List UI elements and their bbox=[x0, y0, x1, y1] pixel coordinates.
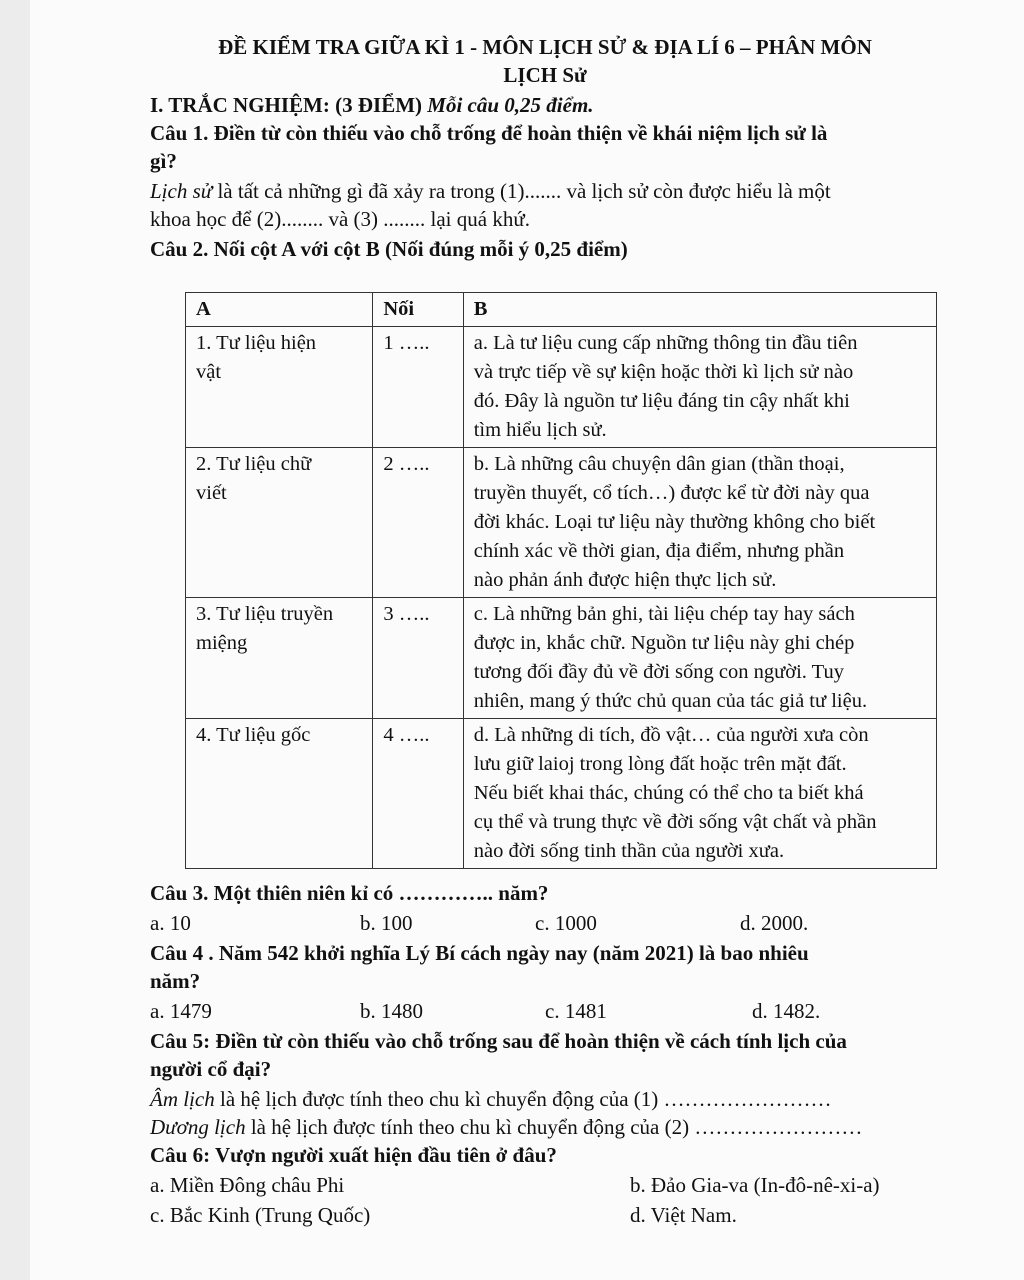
exam-title-line1: ĐỀ KIỂM TRA GIỮA KÌ 1 - MÔN LỊCH SỬ & ĐỊA LÍ 6 – PHÂN MÔN bbox=[218, 35, 872, 59]
q1-text-line2: khoa học để (2)........ và (3) ........ lại quá khứ. bbox=[150, 207, 530, 231]
cell-line: chính xác về thời gian, địa điểm, nhưng phần bbox=[473, 540, 845, 562]
col-b-header: B bbox=[463, 293, 936, 327]
table-header-row bbox=[186, 293, 937, 327]
cell-line: Nếu biết khai thác, chúng có thể cho ta biết khá bbox=[473, 782, 864, 804]
col-b-cell bbox=[463, 719, 936, 869]
cell-line: 4. Tư liệu gốc bbox=[196, 724, 311, 746]
table-row bbox=[186, 598, 937, 719]
q5-am-lich-line bbox=[150, 1086, 832, 1112]
q5-duong-term: Dương lịch bbox=[150, 1115, 246, 1139]
col-noi-cell: 1 ….. bbox=[373, 327, 463, 448]
col-a-header: A bbox=[186, 293, 373, 327]
q4-prompt-line1: Câu 4 . Năm 542 khởi nghĩa Lý Bí cách ngày nay (năm 2021) là bao nhiêu bbox=[150, 941, 809, 965]
table-row bbox=[186, 448, 937, 598]
cell-line: 1. Tư liệu hiện bbox=[196, 332, 317, 354]
exam-title-line2: LỊCH Sử bbox=[503, 63, 587, 87]
cell-line: b. Là những câu chuyện dân gian (thần thoại, bbox=[473, 453, 845, 475]
section1-heading bbox=[150, 92, 594, 118]
section1-points-note: Mỗi câu 0,25 điểm. bbox=[427, 93, 594, 117]
cell-line: nào phản ánh được hiện thực lịch sử. bbox=[473, 569, 777, 591]
q3-option-d: d. 2000. bbox=[740, 911, 809, 935]
q4-prompt-line2: năm? bbox=[150, 969, 201, 993]
cell-line: miệng bbox=[196, 632, 248, 654]
cell-line: nào đời sống tinh thần của người xưa. bbox=[473, 840, 785, 862]
cell-line: đó. Đây là nguồn tư liệu đáng tin cậy nhất khi bbox=[473, 390, 850, 412]
q1-text-rest: là tất cả những gì đã xảy ra trong (1)....... và lịch sử còn được hiểu là một bbox=[212, 179, 831, 203]
q5-duong-lich-line bbox=[150, 1114, 862, 1140]
cell-line: tìm hiểu lịch sử. bbox=[473, 419, 607, 441]
cell-line: c. Là những bản ghi, tài liệu chép tay hay sách bbox=[473, 603, 855, 625]
col-a-cell bbox=[186, 598, 373, 719]
q1-term: Lịch sử bbox=[150, 179, 213, 203]
table-row bbox=[186, 327, 937, 448]
q5-duong-rest: là hệ lịch được tính theo chu kì chuyển động của (2) …………………… bbox=[245, 1115, 863, 1139]
cell-line: nhiên, mang ý thức chủ quan của tác giả tư liệu. bbox=[473, 690, 868, 712]
cell-line: d. Là những di tích, đồ vật… của người xưa còn bbox=[473, 724, 869, 746]
q2-prompt: Câu 2. Nối cột A với cột B (Nối đúng mỗi ý 0,25 điểm) bbox=[150, 237, 628, 261]
q5-prompt-line1: Câu 5: Điền từ còn thiếu vào chỗ trống sau để hoàn thiện về cách tính lịch của bbox=[150, 1029, 847, 1053]
q3-option-a: a. 10 bbox=[150, 911, 191, 935]
cell-line: 2. Tư liệu chữ bbox=[196, 453, 312, 475]
q4-option-c: c. 1481 bbox=[545, 999, 607, 1023]
q1-text-line1 bbox=[150, 178, 831, 204]
table-row bbox=[186, 719, 937, 869]
col-noi-cell: 3 ….. bbox=[373, 598, 463, 719]
cell-line: tương đối đầy đủ về đời sống con người. Tuy bbox=[473, 661, 844, 683]
q5-am-term: Âm lịch bbox=[150, 1087, 215, 1111]
cell-line: lưu giữ laioj trong lòng đất hoặc trên mặt đất. bbox=[473, 753, 847, 775]
cell-line: 3. Tư liệu truyền bbox=[196, 603, 334, 625]
q6-option-a: a. Miền Đông châu Phi bbox=[150, 1173, 345, 1197]
col-noi-cell: 4 ….. bbox=[373, 719, 463, 869]
q4-option-d: d. 1482. bbox=[752, 999, 821, 1023]
cell-line: cụ thể và trung thực về đời sống vật chất và phần bbox=[473, 811, 877, 833]
cell-line: được in, khắc chữ. Nguồn tư liệu này ghi chép bbox=[473, 632, 855, 654]
col-a-cell bbox=[186, 327, 373, 448]
cell-line: truyền thuyết, cổ tích…) được kể từ đời này qua bbox=[473, 482, 870, 504]
col-noi-header: Nối bbox=[373, 293, 463, 327]
col-b-cell bbox=[463, 327, 936, 448]
q3-option-b: b. 100 bbox=[360, 911, 413, 935]
q4-option-a: a. 1479 bbox=[150, 999, 212, 1023]
q5-prompt-line2: người cổ đại? bbox=[150, 1057, 272, 1081]
q3-option-c: c. 1000 bbox=[535, 911, 597, 935]
cell-line: vật bbox=[196, 361, 222, 383]
q1-prompt-line2: gì? bbox=[150, 149, 177, 173]
cell-line: viết bbox=[196, 482, 227, 504]
q6-prompt: Câu 6: Vượn người xuất hiện đầu tiên ở đâu? bbox=[150, 1143, 557, 1167]
col-b-cell bbox=[463, 448, 936, 598]
q3-prompt: Câu 3. Một thiên niên kỉ có ………….. năm? bbox=[150, 881, 549, 905]
cell-line: a. Là tư liệu cung cấp những thông tin đầu tiên bbox=[473, 332, 858, 354]
col-a-cell bbox=[186, 719, 373, 869]
q5-am-rest: là hệ lịch được tính theo chu kì chuyển động của (1) …………………… bbox=[214, 1087, 832, 1111]
matching-table bbox=[185, 292, 937, 869]
cell-line: và trực tiếp về sự kiện hoặc thời kì lịch sử nào bbox=[473, 361, 854, 383]
cell-line: đời khác. Loại tư liệu này thường không cho biết bbox=[473, 511, 876, 533]
q6-option-d: d. Việt Nam. bbox=[630, 1203, 737, 1227]
col-a-cell bbox=[186, 448, 373, 598]
q6-option-b: b. Đảo Gia-va (In-đô-nê-xi-a) bbox=[630, 1173, 880, 1197]
col-noi-cell: 2 ….. bbox=[373, 448, 463, 598]
section1-title: I. TRẮC NGHIỆM: (3 ĐIỂM) bbox=[150, 93, 423, 117]
q6-option-c: c. Bắc Kinh (Trung Quốc) bbox=[150, 1203, 371, 1227]
q4-option-b: b. 1480 bbox=[360, 999, 423, 1023]
col-b-cell bbox=[463, 598, 936, 719]
q1-prompt-line1: Câu 1. Điền từ còn thiếu vào chỗ trống để hoàn thiện về khái niệm lịch sử là bbox=[150, 121, 828, 145]
